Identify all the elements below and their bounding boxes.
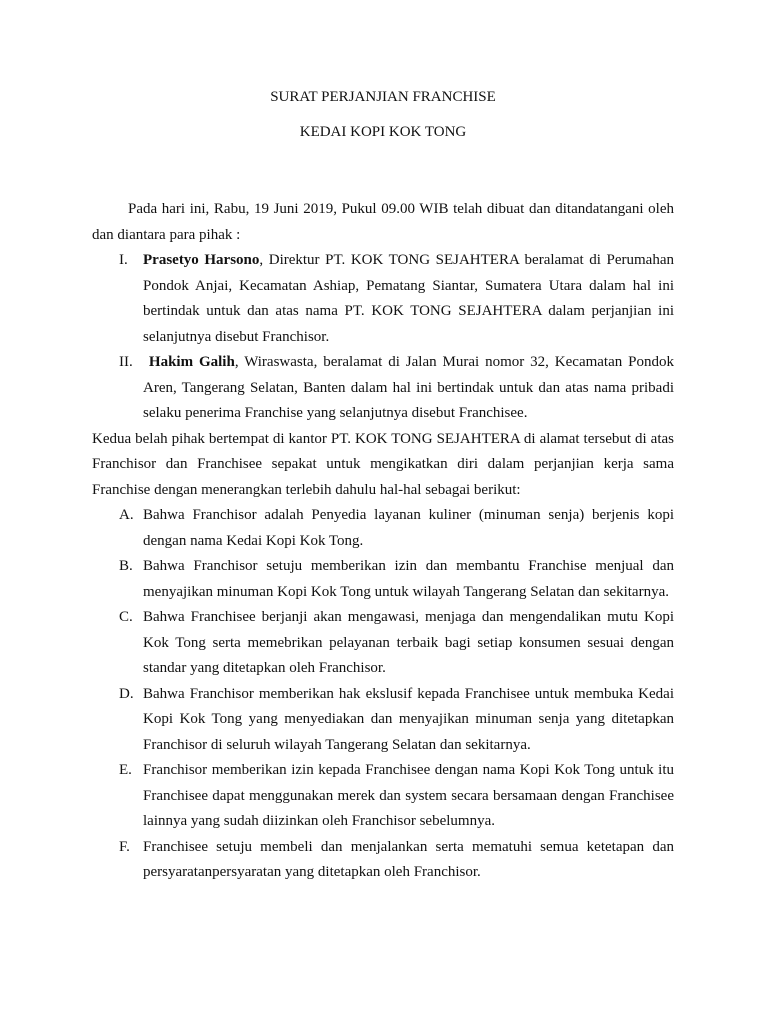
clause-text: Bahwa Franchisor setuju memberikan izin dan membantu Franchise menjual dan menyajikan minuman Kopi Kok Tong untuk wilayah Tangerang Selatan dan sekitarnya. <box>143 558 674 600</box>
clause-item-f <box>92 835 674 886</box>
clause-marker: C. <box>119 609 133 625</box>
clause-item-e <box>92 758 674 835</box>
clause-item-c <box>92 605 674 682</box>
clause-text: Bahwa Franchisee berjanji akan mengawasi, menjaga dan mengendalikan mutu Kopi Kok Tong serta memebrikan pelayanan terbaik bagi setiap konsumen sesuai dengan standar yang ditetapkan oleh Franchisor. <box>143 609 674 676</box>
document-title: SURAT PERJANJIAN FRANCHISE <box>270 89 496 105</box>
clause-text: Franchisee setuju membeli dan menjalankan serta mematuhi semua ketetapan dan persyaratanpersyaratan yang ditetapkan oleh Franchisor. <box>143 838 674 880</box>
party-name: Hakim Galih <box>148 354 235 370</box>
party-name: Prasetyo Harsono <box>143 252 260 268</box>
clause-item-a <box>92 503 674 554</box>
party-item-2 <box>92 350 674 427</box>
clause-marker: D. <box>119 685 134 702</box>
party-item-1 <box>92 248 674 350</box>
agreement-intro-paragraph: Kedua belah pihak bertempat di kantor PT. KOK TONG SEJAHTERA di alamat tersebut di atas Franchisor dan Franchisee sepakat untuk mengikatkan diri dalam perjanjian kerja sama Franchise dengan menerangkan terlebih dahulu hal-hal sebagai berikut: <box>92 430 674 498</box>
party-marker: II. <box>119 354 133 370</box>
clause-text: Bahwa Franchisor adalah Penyedia layanan kuliner (minuman senja) berjenis kopi dengan nama Kedai Kopi Kok Tong. <box>143 507 674 549</box>
party-text: , Wiraswasta, beralamat di Jalan Murai nomor 32, Kecamatan Pondok Aren, Tangerang Selatan, Banten dalam hal ini bertindak untuk dan atas nama pribadi selaku penerima Franchise yang selanjutnya disebut Franchisee. <box>143 354 674 421</box>
document-body <box>92 197 674 886</box>
document-subtitle: KEDAI KOPI KOK TONG <box>299 124 467 140</box>
clause-text: Bahwa Franchisor memberikan hak ekslusif kepada Franchisee untuk membuka Kedai Kopi Kok Tong yang menyediakan dan menyajikan minuman senja yang ditetapkan Franchisor di seluruh wilayah Tangerang Selatan dan sekitarnya. <box>143 685 674 753</box>
clause-marker: A. <box>119 507 134 523</box>
party-text: , Direktur PT. KOK TONG SEJAHTERA beralamat di Perumahan Pondok Anjai, Kecamatan Ashiap, Pematang Siantar, Sumatera Utara dalam hal ini bertindak untuk dan atas nama PT. KOK TONG SEJAHTERA dalam perjanjian ini selanjutnya disebut Franchisor. <box>143 252 674 345</box>
party-marker: I. <box>119 252 128 268</box>
clause-item-b <box>92 554 674 605</box>
opening-paragraph: Pada hari ini, Rabu, 19 Juni 2019, Pukul 09.00 WIB telah dibuat dan ditandatangani oleh dan diantara para pihak : <box>92 201 674 243</box>
clause-item-d <box>92 682 674 759</box>
clause-text: Franchisor memberikan izin kepada Franchisee dengan nama Kopi Kok Tong untuk itu Franchisee dapat menggunakan merek dan system secara bersamaan dengan Franchisee lainnya yang sudah diizinkan oleh Franchisor sebelumnya. <box>143 762 674 829</box>
clause-marker: F. <box>119 838 130 855</box>
clause-marker: E. <box>119 762 132 778</box>
clause-marker: B. <box>119 558 133 574</box>
